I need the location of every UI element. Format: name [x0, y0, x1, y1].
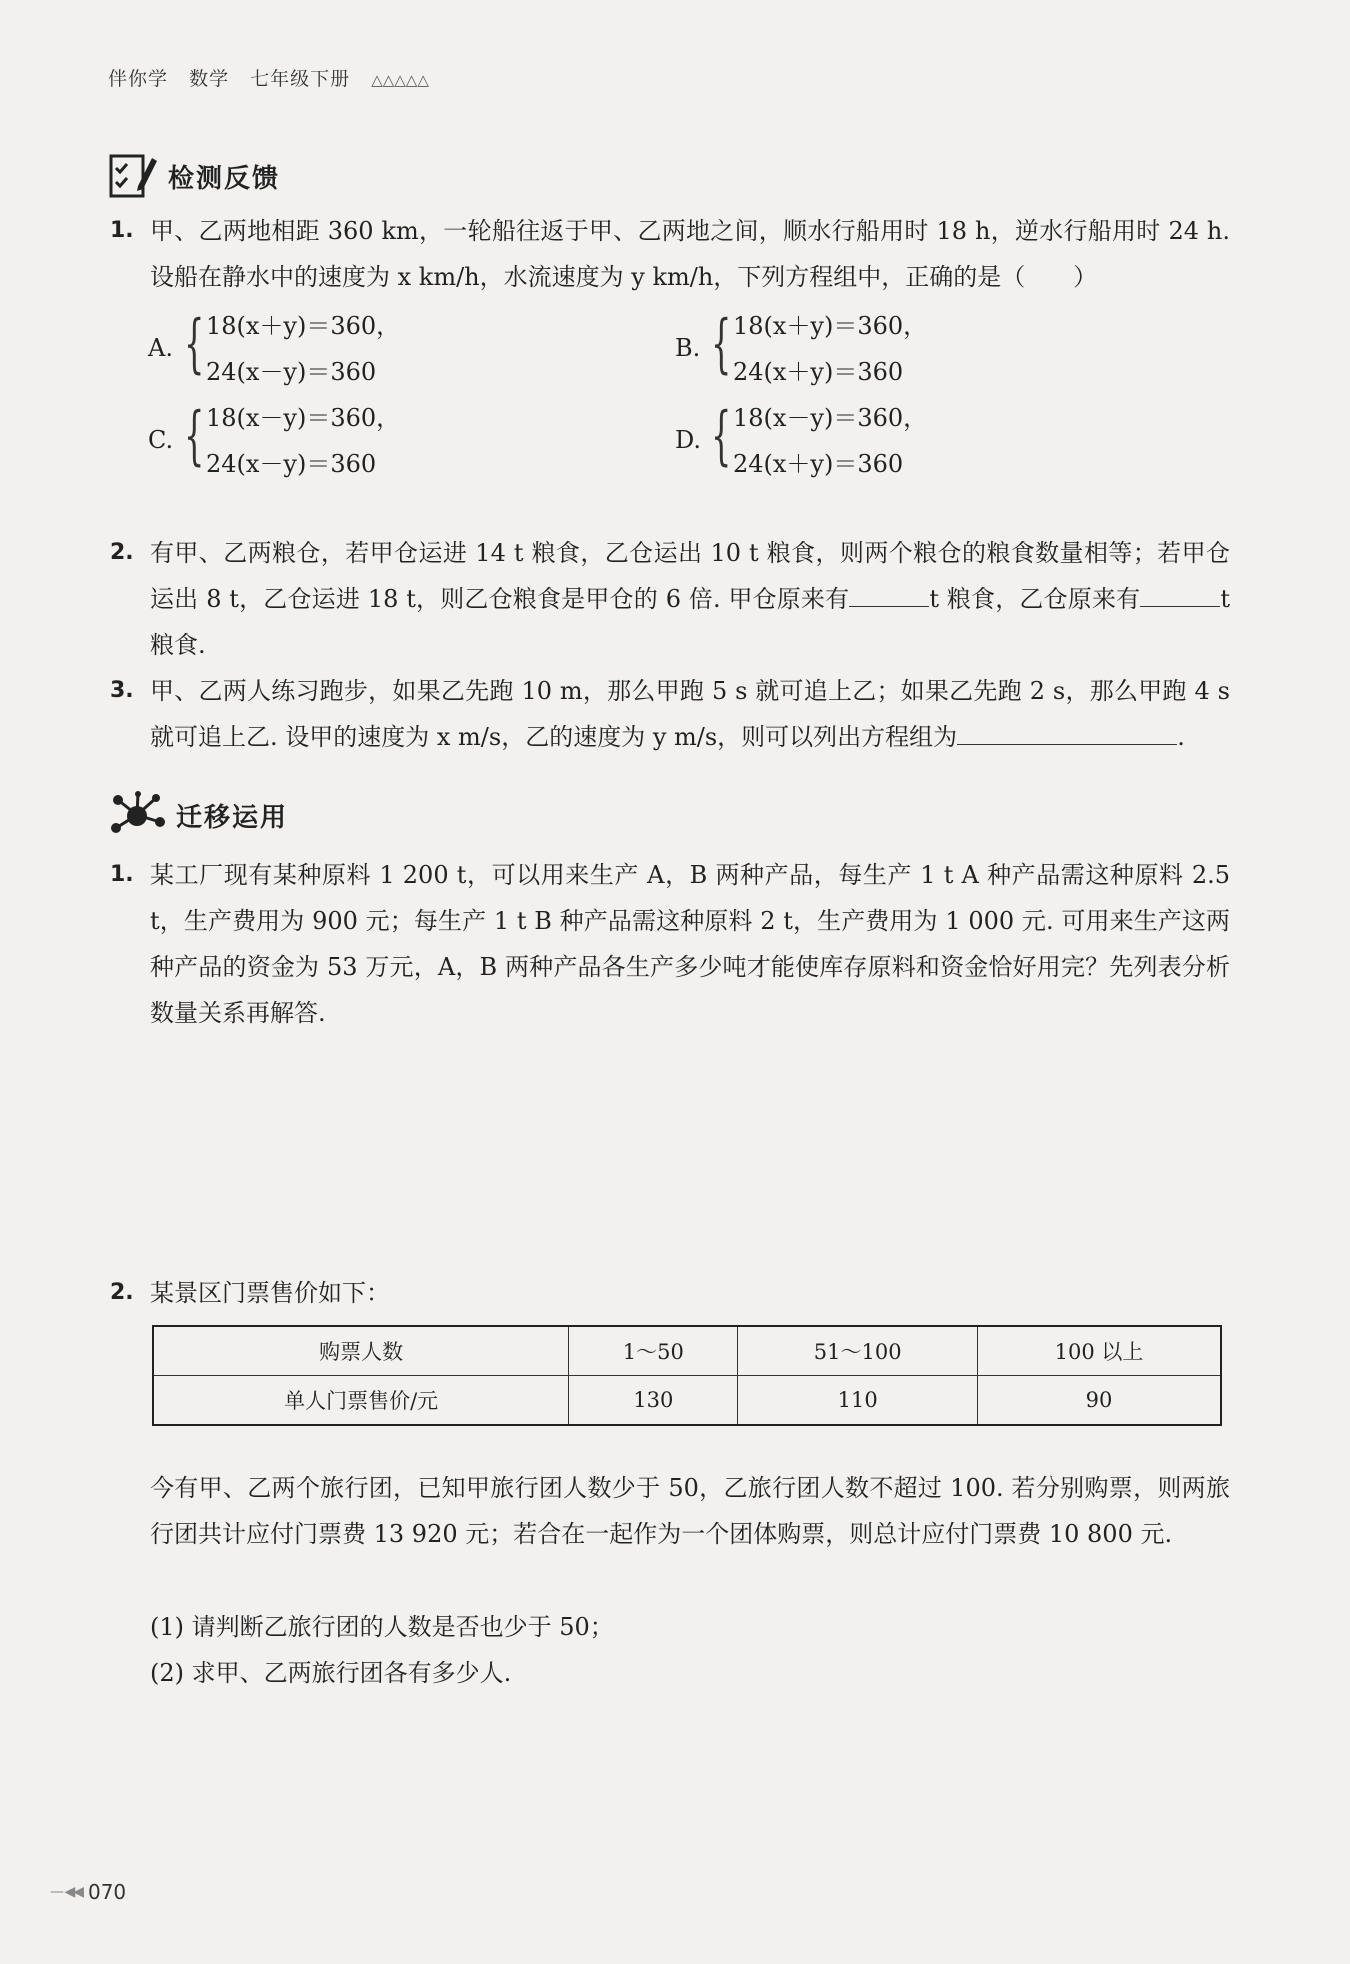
equation-1: 18(x－y)＝360， — [206, 404, 401, 432]
question-text: 某工厂现有某种原料 1 200 t，可以用来生产 A，B 两种产品，每生产 1 t A 种产品需这种原料 2.5 t，生产费用为 900 元；每生产 1 t B 种产品需这种原料 2 t，生产费用为 1 000 元. 可用来生产这两种产品的资金为 53 万元，A，B 两种产品各生产多少吨才能使库存原料和资金恰好用完？先列表分析数量关系再解答. — [150, 861, 1230, 1027]
equation-2: 24(x－y)＝360 — [206, 450, 377, 478]
table-row — [153, 1376, 1221, 1426]
subject-label: 数学 — [189, 68, 230, 90]
book-title: 伴你学 — [108, 68, 169, 90]
answer-blank[interactable] — [957, 714, 1177, 745]
period-text: . — [1177, 723, 1185, 751]
question-text: 有甲、乙两粮仓，若甲仓运进 14 t 粮食，乙仓运出 10 t 粮食，则两个粮仓的粮食数量相等；若甲仓运出 8 t，乙仓运进 18 t，则乙仓粮食是甲仓的 6 倍. 甲仓原来有 — [150, 539, 1230, 613]
question-text: 今有甲、乙两个旅行团，已知甲旅行团人数少于 50，乙旅行团人数不超过 100. 若分别购票，则两旅行团共计应付门票费 13 920 元；若合在一起作为一个团体购票，则总计应付门票费 10 800 元. — [150, 1474, 1230, 1548]
table-cell: 100 以上 — [978, 1326, 1222, 1376]
section-title-text: 检测反馈 — [168, 163, 281, 194]
table-cell: 购票人数 — [153, 1326, 569, 1376]
sub-question-2: (2) 求甲、乙两旅行团各有多少人. — [150, 1659, 512, 1687]
question-1 — [110, 208, 1230, 300]
page-footer — [50, 1880, 126, 1904]
equation-2: 24(x＋y)＝360 — [733, 450, 904, 478]
sub-question-1: (1) 请判断乙旅行团的人数是否也少于 50； — [150, 1613, 614, 1641]
equation-2: 24(x＋y)＝360 — [733, 358, 904, 386]
molecule-icon — [108, 790, 166, 840]
question-text: 甲、乙两地相距 360 km，一轮船往返于甲、乙两地之间，顺水行船用时 18 h，逆水行船用时 24 h. 设船在静水中的速度为 x km/h，水流速度为 y km/h，下列方程组中，正确的是（ ） — [150, 217, 1230, 291]
page-header — [108, 64, 443, 91]
double-arrow-icon: — ◀◀ — [50, 1884, 82, 1900]
question-2 — [110, 530, 1230, 668]
option-label: D. — [675, 426, 702, 454]
answer-blank-1[interactable] — [849, 576, 929, 607]
section-title-text: 迁移运用 — [176, 802, 289, 833]
equation-1: 18(x－y)＝360， — [733, 404, 928, 432]
page-number: 070 — [87, 1880, 127, 1904]
grade-label: 七年级下册 — [250, 68, 351, 90]
checklist-pencil-icon — [108, 150, 158, 202]
table-cell: 单人门票售价/元 — [153, 1376, 569, 1426]
question-number: 2. — [110, 1280, 134, 1305]
difficulty-marks: △△△△△ — [371, 71, 429, 89]
problem-1 — [110, 852, 1230, 1036]
ticket-price-table — [152, 1325, 1222, 1426]
table-cell: 1～50 — [569, 1326, 738, 1376]
table-cell: 110 — [738, 1376, 978, 1426]
question-number: 1. — [110, 862, 134, 887]
option-label: C. — [148, 426, 174, 454]
option-label: A. — [148, 334, 173, 362]
brace-icon: { — [711, 399, 732, 473]
brace-icon: { — [711, 307, 732, 381]
question-number: 3. — [110, 678, 134, 703]
table-cell: 130 — [569, 1376, 738, 1426]
question-number: 2. — [110, 540, 134, 565]
brace-icon: { — [184, 399, 205, 473]
question-number: 1. — [110, 218, 134, 243]
answer-blank-2[interactable] — [1140, 576, 1220, 607]
brace-icon: { — [184, 307, 205, 381]
section-title-application — [108, 790, 288, 840]
question-text: t 粮食，乙仓原来有 — [929, 585, 1141, 613]
question-text: 甲、乙两人练习跑步，如果乙先跑 10 m，那么甲跑 5 s 就可追上乙；如果乙先跑 2 s，那么甲跑 4 s 就可追上乙. 设甲的速度为 x m/s，乙的速度为 y m/s，则可以列出方程组为 — [150, 677, 1230, 751]
table-row — [153, 1326, 1221, 1376]
problem-2-text — [150, 1465, 1230, 1557]
table-cell: 90 — [978, 1376, 1222, 1426]
problem-2 — [110, 1270, 1230, 1316]
option-label: B. — [675, 334, 701, 362]
equation-2: 24(x－y)＝360 — [206, 358, 377, 386]
table-cell: 51～100 — [738, 1326, 978, 1376]
section-title-feedback — [108, 150, 280, 202]
question-text: t 粮食. — [150, 585, 1230, 659]
question-3 — [110, 668, 1230, 760]
equation-1: 18(x＋y)＝360， — [733, 312, 928, 340]
equation-1: 18(x＋y)＝360， — [206, 312, 401, 340]
question-text: 某景区门票售价如下： — [150, 1279, 390, 1307]
